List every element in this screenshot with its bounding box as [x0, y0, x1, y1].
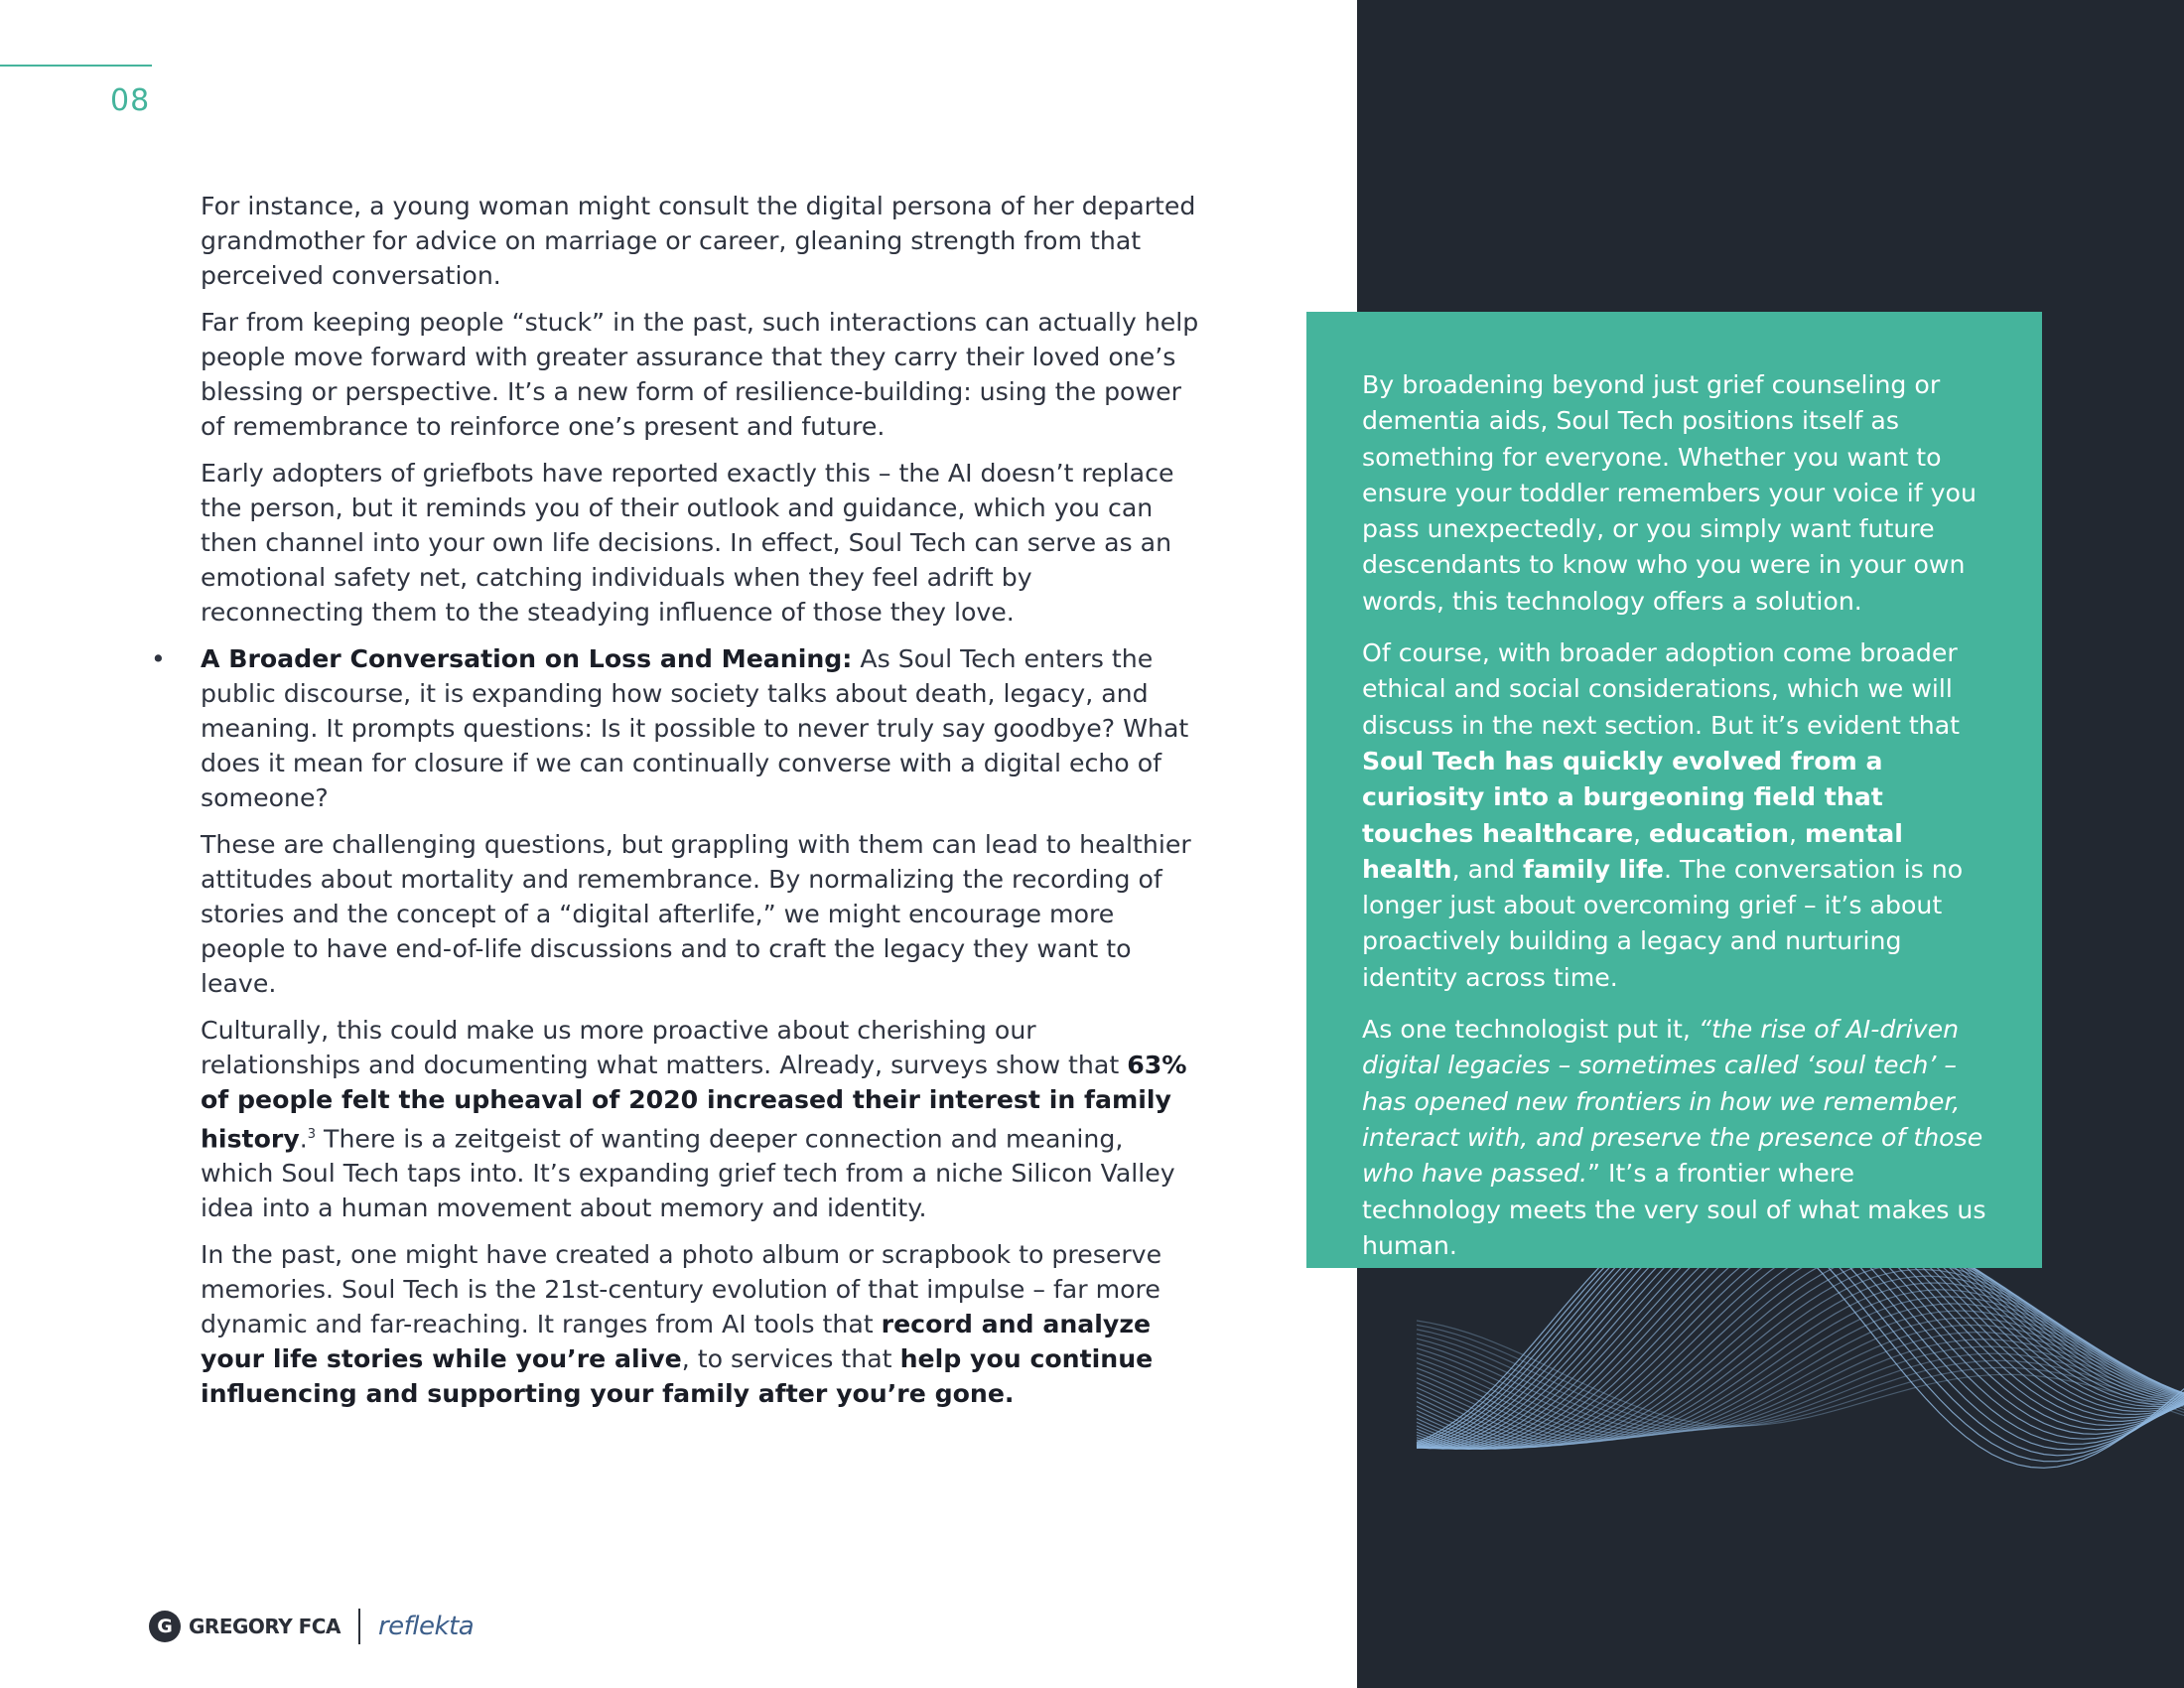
bullet-paragraph: • A Broader Conversation on Loss and Meaning: As Soul Tech enters the public discourse, it is expanding how society talks about death, legacy, and meaning. It prompts questions: Is it possible to never truly say goodbye? What does it mean for closure if we can continually converse with a digital echo of someone?	[201, 641, 1203, 815]
callout-quote: As one technologist put it, “the rise of AI-driven digital legacies – sometimes called ‘soul tech’ – has opened new frontiers in how we remember, interact with, and preserve the presence of those who have passed.” It’s a frontier where technology meets the very soul of what makes us human.	[1362, 1015, 1986, 1260]
reflekta-wordmark: reflekta	[377, 1612, 475, 1641]
paragraph: These are challenging questions, but grappling with them can lead to healthier attitudes about mortality and remembrance. By normalizing the recording of stories and the concept of a “digital afterlife,” we might encourage more people to have end-of-life discussions and to craft the legacy they want to leave.	[201, 830, 1191, 998]
wave-line	[1417, 1318, 2184, 1435]
callout-paragraph: Of course, with broader adoption come broader ethical and social considerations, which we will discuss in the next section. But it’s evident that Soul Tech has quickly evolved from a curiosity into a burgeoning field that touches healthcare, education, mental health, and family life. The conversation is no longer just about overcoming grief – it’s about proactively building a legacy and nurturing identity across time.	[1362, 638, 1964, 992]
footer-divider	[358, 1609, 360, 1644]
paragraph: For instance, a young woman might consult the digital persona of her departed grandmother for advice on marriage or career, gleaning strength from that perceived conversation.	[201, 192, 1196, 290]
wave-line	[1417, 1297, 2184, 1439]
paragraph: In the past, one might have created a photo album or scrapbook to preserve memories. Soul Tech is the 21st-century evolution of that impulse – far more dynamic and far-reaching. It ranges from AI tools that record and analyze your life stories while you’re alive, to services that help you continue influencing and supporting your family after you’re gone.	[201, 1240, 1162, 1409]
paragraph: Early adopters of griefbots have reported exactly this – the AI doesn’t replace the person, but it reminds you of their outlook and guidance, which you can then channel into your own life decisions. In effect, Soul Tech can serve as an emotional safety net, catching individuals when they feel adrift by reconnecting them to the steadying influence of those they love.	[201, 459, 1174, 627]
paragraph: Culturally, this could make us more proactive about cherishing our relationships and documenting what matters. Already, surveys show that 63% of people felt the upheaval of 2020 increased their interest in family history.$^3$ There is a zeitgeist of wanting deeper connection and meaning, which Soul Tech taps into. It’s expanding grief tech from a niche Silicon Valley idea into a human movement about memory and identity.	[201, 1016, 1187, 1223]
bullet-heading: A Broader Conversation on Loss and Meaning:	[201, 644, 853, 673]
callout-box	[1306, 312, 2042, 1268]
wave-line	[1417, 1311, 2184, 1437]
footnote-marker: 3	[307, 1127, 317, 1142]
paragraph: Far from keeping people “stuck” in the past, such interactions can actually help people move forward with greater assurance that they carry their loved one’s blessing or perspective. It’s a new form of resilience-building: using the power of remembrance to reinforce one’s present and future.	[201, 308, 1199, 441]
gregory-fca-wordmark: GREGORY FCA	[189, 1615, 341, 1638]
gregory-fca-logo-icon: G	[149, 1611, 181, 1642]
callout-paragraph: By broadening beyond just grief counseling or dementia aids, Soul Tech positions itself as something for everyone. Whether you want to ensure your toddler remembers your voice if you pass unexpectedly, or you simply want future descendants to know who you were in your own words, this technology offers a solution.	[1362, 370, 1977, 616]
quote-text: “the rise of AI-driven digital legacies – sometimes called ‘soul tech’ – has opened new frontiers in how we remember, interact with, and preserve the presence of those who have passed.	[1362, 1015, 1983, 1189]
footer-logos	[149, 1607, 474, 1646]
bullet-icon: •	[151, 644, 166, 673]
main-text-column	[151, 189, 1203, 1423]
wave-line	[1417, 1326, 2184, 1435]
wave-line	[1417, 1283, 2184, 1442]
page-number: 08	[110, 83, 151, 118]
statistic-highlight: 63% of people felt the upheaval of 2020 increased their interest in family history	[201, 1051, 1187, 1154]
top-accent-rule	[0, 65, 152, 67]
